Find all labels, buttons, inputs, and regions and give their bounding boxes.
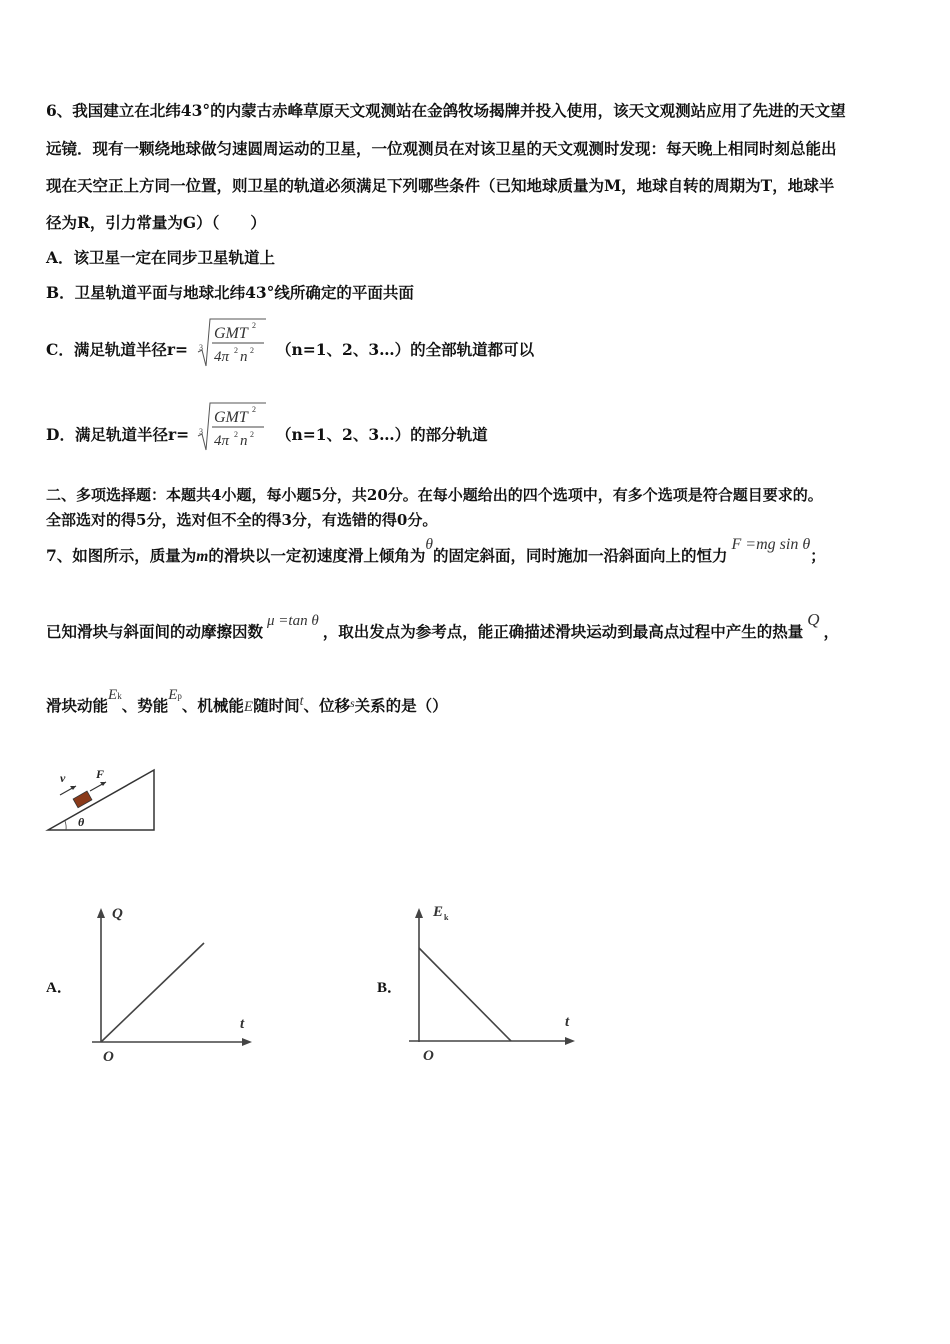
formula-denominator-exp1: 2 xyxy=(234,430,238,439)
formula-denominator-exp1: 2 xyxy=(234,346,238,355)
q7-mu-formula: μ =tan θ xyxy=(267,613,319,629)
q7-ek: E xyxy=(108,687,118,703)
formula-denominator: 4π xyxy=(214,433,230,449)
q7-line-1 xyxy=(46,536,826,567)
q7-text-13: 关系的是（） xyxy=(354,696,448,715)
incline-figure xyxy=(44,762,164,838)
q7-e: E xyxy=(243,699,254,715)
q7-text-10: 、机械能 xyxy=(181,696,244,715)
graph-a-x-arrow xyxy=(242,1038,252,1046)
q7-force-formula: F =mg sin θ xyxy=(731,536,811,553)
q6-option-c-formula xyxy=(196,316,272,370)
q7-s: s xyxy=(349,696,355,710)
formula-numerator: GMT xyxy=(214,409,248,426)
root-index: 3 xyxy=(199,427,203,436)
graph-b-x-label: t xyxy=(565,1014,570,1030)
q7-text-7: ， xyxy=(823,622,840,641)
q7-text-4: ； xyxy=(810,546,826,565)
q7-text-5: 已知滑块与斜面间的动摩擦因数 xyxy=(46,622,264,641)
graph-a-line xyxy=(101,943,204,1042)
q6-option-d xyxy=(46,425,189,445)
q7-text-2: 的滑块以一定初速度滑上倾角为 xyxy=(208,546,426,565)
section-2-heading-line-2: 全部选对的得5分，选对但不全的得3分，有选错的得0分。 xyxy=(46,511,438,529)
graph-a xyxy=(88,900,258,1070)
graph-a-label: A． xyxy=(46,980,72,996)
q7-text-1: 7、如图所示，质量为 xyxy=(46,546,197,565)
q6-line-3: 现在天空正上方同一位置，则卫星的轨道必须满足下列哪些条件（已知地球质量为M，地球自转的周期为T，地球半 xyxy=(46,176,835,195)
graph-b xyxy=(405,898,585,1070)
q7-text-6: ，取出发点为参考点，能正确描述滑块运动到最高点过程中产生的热量 xyxy=(322,622,804,641)
formula-denominator-exp2: 2 xyxy=(250,430,254,439)
q6-line-1: 6、我国建立在北纬43°的内蒙古赤峰草原天文观测站在金鸽牧场揭牌并投入使用，该天文观测站应用了先进的天文望 xyxy=(46,101,846,120)
angle-label: θ xyxy=(78,815,85,829)
angle-arc xyxy=(65,821,66,830)
graph-b-origin: O xyxy=(423,1048,434,1064)
formula-numerator: GMT xyxy=(214,325,248,342)
q6-option-c-suffix: （n=1、2、3…）的全部轨道都可以 xyxy=(276,340,535,359)
q7-text-3: 的固定斜面，同时施加一沿斜面向上的恒力 xyxy=(433,546,728,565)
q6-option-a: A．该卫星一定在同步卫星轨道上 xyxy=(46,248,276,267)
q7-text-11: 随时间 xyxy=(253,696,300,715)
q7-q: Q xyxy=(807,610,820,629)
q6-option-d-formula xyxy=(196,400,272,454)
graph-b-label: B． xyxy=(377,980,403,996)
q7-ep-sub: p xyxy=(177,691,182,701)
q6-option-d-prefix: D．满足轨道半径r= xyxy=(46,425,190,444)
graph-b-y-label: E xyxy=(433,904,444,920)
graph-b-y-sub: k xyxy=(444,913,449,922)
q7-line-2 xyxy=(46,610,840,643)
q7-ep: E xyxy=(168,687,178,703)
q6-option-c xyxy=(46,340,188,360)
q6-option-b: B．卫星轨道平面与地球北纬43°线所确定的平面共面 xyxy=(46,283,414,302)
formula-numerator-exp: 2 xyxy=(252,321,256,330)
q7-t: t xyxy=(299,694,304,709)
graph-b-line xyxy=(419,948,511,1041)
q7-ek-sub: k xyxy=(117,691,122,701)
q6-option-c-prefix: C．满足轨道半径r= xyxy=(46,340,188,359)
q7-text-8: 滑块动能 xyxy=(46,696,109,715)
q6-line-2: 远镜．现有一颗绕地球做匀速圆周运动的卫星，一位观测员在对该卫星的天文观测时发现：每天晚上相同时刻总能出 xyxy=(46,139,837,158)
slider-block xyxy=(73,791,92,808)
q7-line-3 xyxy=(46,687,448,718)
q7-m: m xyxy=(196,548,209,565)
velocity-label: v xyxy=(60,771,66,785)
graph-a-origin: O xyxy=(103,1049,114,1065)
q6-line-4: 径为R，引力常量为G）（ ） xyxy=(46,213,266,232)
graph-a-x-label: t xyxy=(240,1016,245,1032)
graph-a-y-label: Q xyxy=(112,906,123,922)
q7-text-12: 、位移 xyxy=(303,696,350,715)
formula-denominator-exp2: 2 xyxy=(250,346,254,355)
q7-text-9: 、势能 xyxy=(121,696,169,715)
formula-numerator-exp: 2 xyxy=(252,405,256,414)
graph-b-x-arrow xyxy=(565,1037,575,1045)
root-index: 3 xyxy=(199,343,203,352)
formula-denominator: 4π xyxy=(214,349,230,365)
graph-a-y-arrow xyxy=(97,908,105,918)
formula-denominator-n: n xyxy=(240,433,248,449)
section-2-heading-line-1: 二、多项选择题：本题共4小题，每小题5分，共20分。在每小题给出的四个选项中，有多个选项是符合题目要求的。 xyxy=(46,486,823,504)
formula-denominator-n: n xyxy=(240,349,248,365)
q7-theta: θ xyxy=(425,536,433,553)
graph-b-y-arrow xyxy=(415,908,423,918)
force-label: F xyxy=(96,767,105,781)
q6-option-d-suffix: （n=1、2、3…）的部分轨道 xyxy=(276,425,488,444)
